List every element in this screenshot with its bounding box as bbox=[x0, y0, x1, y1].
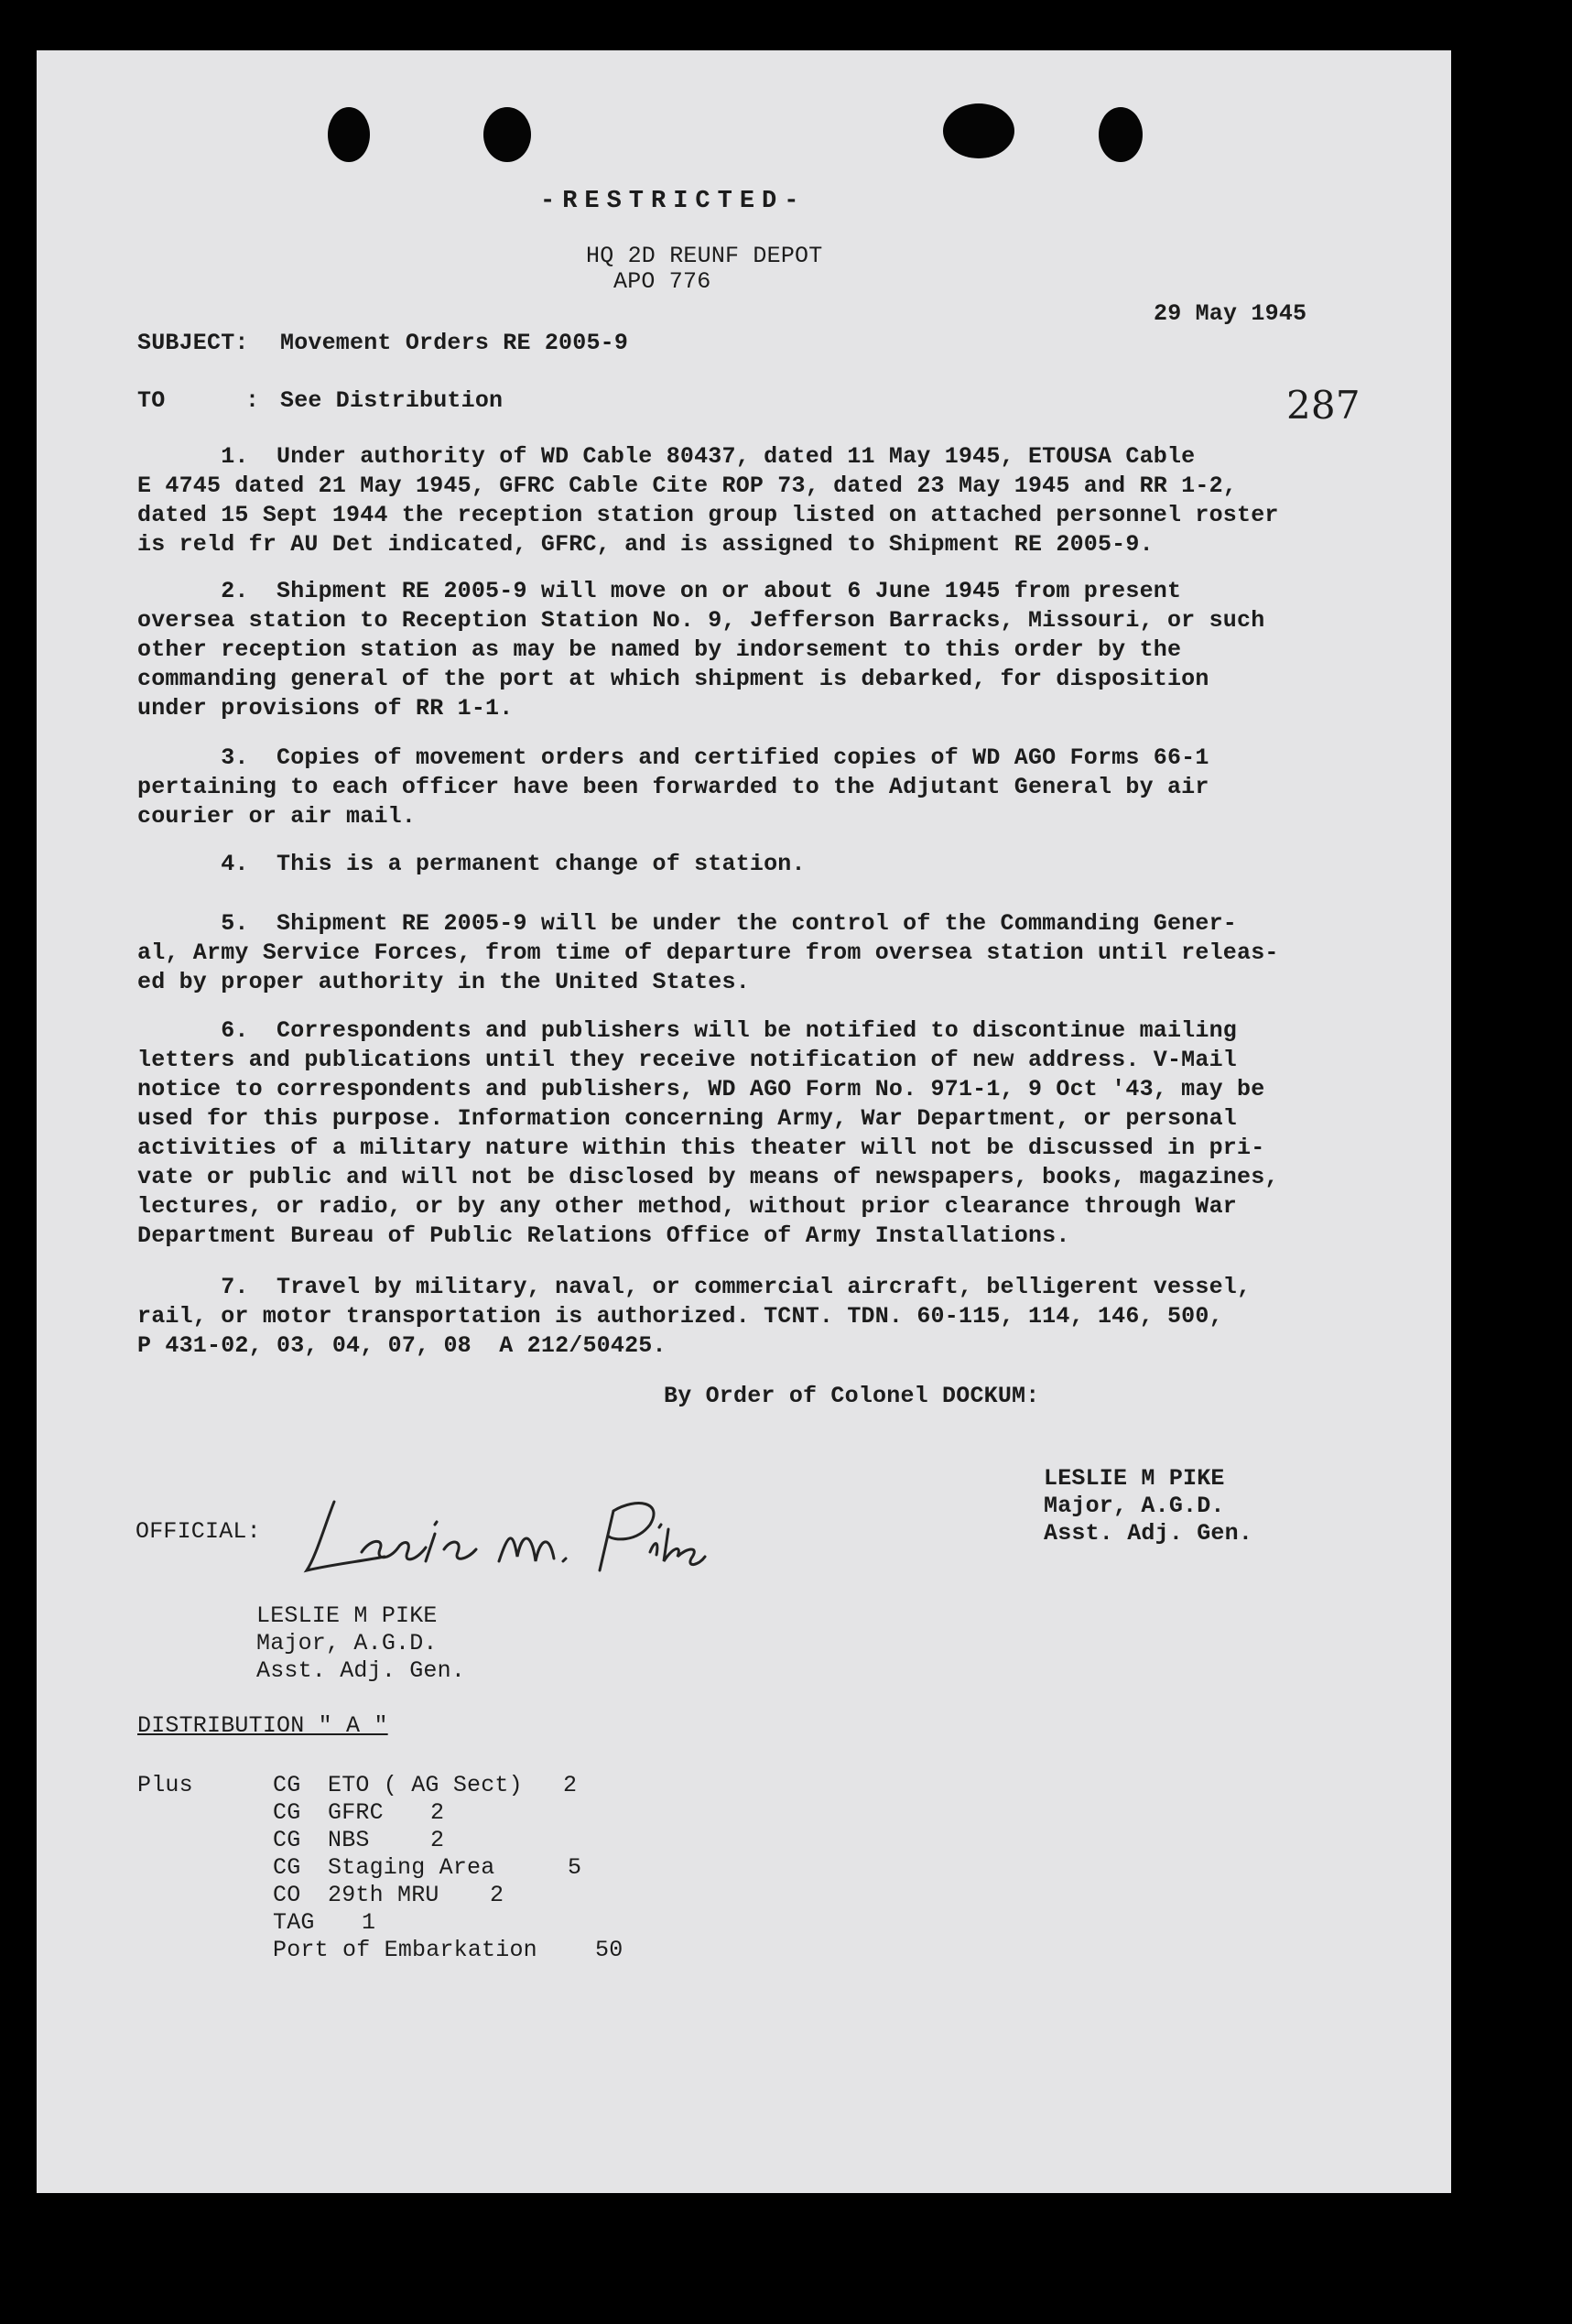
distribution-qty: 1 bbox=[362, 1909, 376, 1936]
signature-left-title: Asst. Adj. Gen. bbox=[256, 1657, 466, 1684]
punch-hole-2 bbox=[483, 107, 531, 162]
distribution-unit: Port of Embarkation bbox=[273, 1937, 537, 1963]
to-value: See Distribution bbox=[280, 387, 504, 414]
to-colon: : bbox=[245, 387, 260, 414]
paragraph-7: 7. Travel by military, naval, or commercial aircraft, belligerent vessel, rail, or motor transportation is authorized. TCNT. TDN. 60-115, 114, 146, 500, P 431-02, 03, 04, 07, 08 A 212/50425. bbox=[137, 1274, 1252, 1359]
unit-apo: APO 776 bbox=[613, 268, 711, 295]
distribution-unit: TAG bbox=[273, 1909, 315, 1936]
signature-left-rank: Major, A.G.D. bbox=[256, 1630, 438, 1656]
paragraph-4: 4. This is a permanent change of station. bbox=[137, 851, 806, 877]
punch-hole-4 bbox=[1099, 107, 1143, 162]
distribution-unit: NBS bbox=[328, 1827, 370, 1853]
distribution-qty: 2 bbox=[490, 1882, 504, 1908]
signature-right-title: Asst. Adj. Gen. bbox=[1044, 1520, 1253, 1547]
paragraph-5: 5. Shipment RE 2005-9 will be under the control of the Commanding Gener- al, Army Service Forces, from time of departure from oversea station until releas- ed by proper authority in the United States. bbox=[137, 910, 1279, 995]
distribution-unit: Staging Area bbox=[328, 1854, 495, 1881]
distribution-org: CO bbox=[273, 1882, 301, 1908]
distribution-qty: 5 bbox=[568, 1854, 582, 1881]
paragraph-2: 2. Shipment RE 2005-9 will move on or about 6 June 1945 from present oversea station to Reception Station No. 9, Jefferson Barracks, Missouri, or such other reception station as may be named by indorsement to this order by the commanding general of the port at which shipment is debarked, for disposition under provisions of RR 1-1. bbox=[137, 578, 1265, 722]
document-date: 29 May 1945 bbox=[1154, 300, 1307, 327]
subject-label: SUBJECT: bbox=[137, 330, 249, 356]
paragraph-3: 3. Copies of movement orders and certified copies of WD AGO Forms 66-1 pertaining to each officer have been forwarded to the Adjutant General by air courier or air mail. bbox=[137, 744, 1209, 830]
signature-right-name: LESLIE M PIKE bbox=[1044, 1465, 1225, 1492]
document-page bbox=[37, 50, 1451, 2193]
distribution-qty: 50 bbox=[595, 1937, 623, 1963]
distribution-plus-label: Plus bbox=[137, 1772, 193, 1798]
distribution-qty: 2 bbox=[430, 1799, 445, 1826]
unit-name: HQ 2D REUNF DEPOT bbox=[586, 243, 823, 269]
signature-right-rank: Major, A.G.D. bbox=[1044, 1493, 1225, 1519]
distribution-qty: 2 bbox=[430, 1827, 445, 1853]
handwritten-signature bbox=[298, 1483, 710, 1584]
distribution-org: CG bbox=[273, 1854, 301, 1881]
punch-hole-3 bbox=[943, 103, 1014, 158]
signature-left-name: LESLIE M PIKE bbox=[256, 1602, 438, 1629]
distribution-org: CG bbox=[273, 1827, 301, 1853]
distribution-heading: DISTRIBUTION " A " bbox=[137, 1712, 388, 1739]
distribution-unit: 29th MRU bbox=[328, 1882, 439, 1908]
paragraph-6: 6. Correspondents and publishers will be notified to discontinue mailing letters and publications until they receive notification of new address. V-Mail notice to correspondents and publishers, WD AGO Form No. 971-1, 9 Oct '43, may be used for this purpose. Information concerning Army, War Department, or personal activities of a military nature within this theater will not be discussed in pri- vate or public and will not be disclosed by means of newspapers, books, magazines, lectures, or radio, or by any other method, without prior clearance through War Department Bureau of Public Relations Office of Army Installations. bbox=[137, 1017, 1279, 1249]
subject-value: Movement Orders RE 2005-9 bbox=[280, 330, 629, 356]
distribution-org: CG bbox=[273, 1799, 301, 1826]
punch-hole-1 bbox=[328, 107, 370, 162]
distribution-qty: 2 bbox=[563, 1772, 578, 1798]
paragraph-1: 1. Under authority of WD Cable 80437, dated 11 May 1945, ETOUSA Cable E 4745 dated 21 May 1945, GFRC Cable Cite ROP 73, dated 23 May 1945 and RR 1-2, dated 15 Sept 1944 the reception station group listed on attached personnel roster is reld fr AU Det indicated, GFRC, and is assigned to Shipment RE 2005-9. bbox=[137, 443, 1279, 558]
distribution-unit: GFRC bbox=[328, 1799, 384, 1826]
page-number: 287 bbox=[1286, 383, 1361, 428]
distribution-org: CG bbox=[273, 1772, 301, 1798]
classification-marking: -RESTRICTED- bbox=[540, 188, 807, 215]
order-line: By Order of Colonel DOCKUM: bbox=[664, 1383, 1040, 1409]
to-label: TO bbox=[137, 387, 166, 414]
distribution-unit: ETO ( AG Sect) bbox=[328, 1772, 523, 1798]
official-label: OFFICIAL: bbox=[136, 1518, 261, 1545]
